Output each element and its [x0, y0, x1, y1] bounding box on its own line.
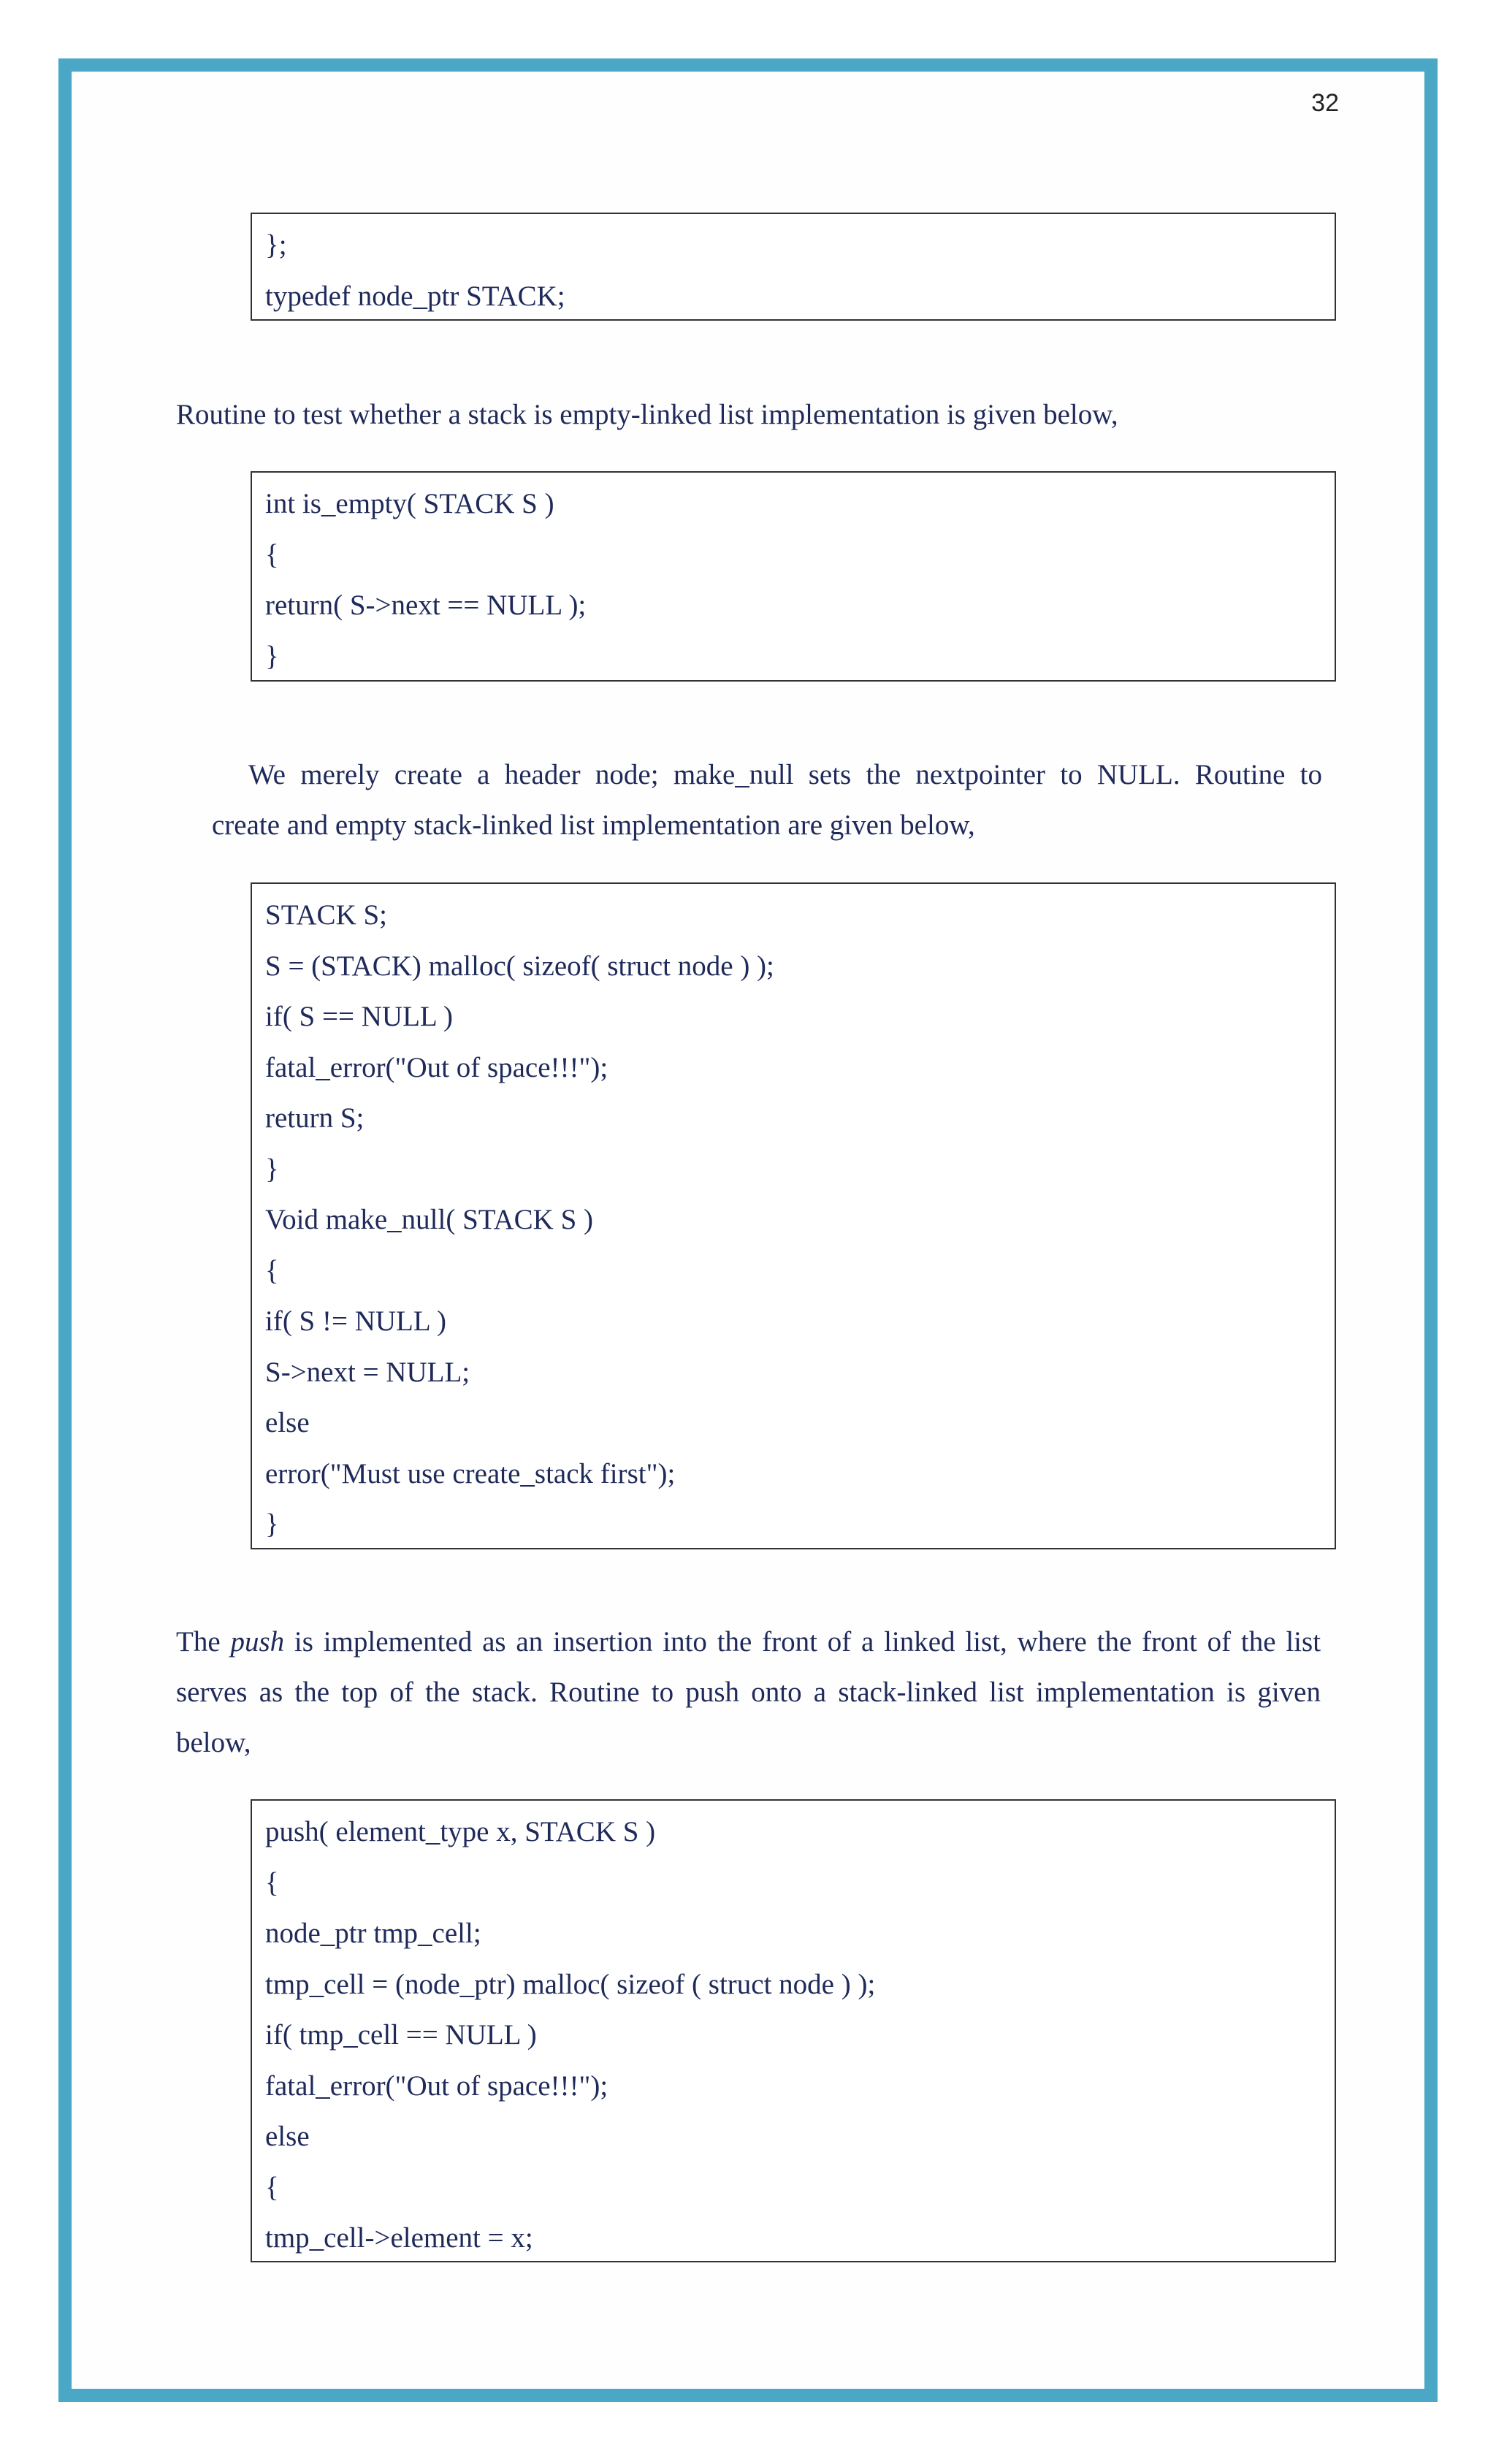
code-line: fatal_error("Out of space!!!"); — [265, 2070, 608, 2102]
code-line: } — [265, 1508, 279, 1540]
code-line: Void make_null( STACK S ) — [265, 1204, 593, 1235]
code-line: typedef node_ptr STACK; — [265, 280, 565, 312]
paragraph-text: We merely create a header node; make_null sets the nextpointer to NULL. Routine to — [248, 759, 1322, 790]
code-line: S = (STACK) malloc( sizeof( struct node ) ); — [265, 950, 774, 982]
code-line: push( element_type x, STACK S ) — [265, 1816, 656, 1847]
code-line: if( S == NULL ) — [265, 1001, 454, 1032]
paragraph-text: is implemented as an insertion into the front of a linked list, where the front of the list — [294, 1626, 1321, 1658]
paragraph-push-intro — [176, 1617, 1321, 1768]
code-line: error("Must use create_stack first"); — [265, 1457, 676, 1490]
code-line: node_ptr tmp_cell; — [265, 1918, 481, 1949]
code-line: else — [265, 2121, 310, 2152]
code-box-typedef — [251, 213, 1336, 321]
code-line: S->next = NULL; — [265, 1356, 470, 1388]
code-line: { — [265, 538, 279, 571]
paragraph-line — [212, 750, 1322, 800]
code-line: else — [265, 1407, 310, 1438]
code-line: tmp_cell->element = x; — [265, 2222, 533, 2254]
code-line: int is_empty( STACK S ) — [265, 488, 554, 519]
code-line: } — [265, 1153, 279, 1185]
paragraph-line: serves as the top of the stack. Routine to push onto a stack-linked list implementation is given — [176, 1677, 1321, 1708]
code-line: return S; — [265, 1102, 365, 1134]
paragraph-line: Routine to test whether a stack is empty-linked list implementation is given below, — [176, 399, 1118, 430]
code-line: { — [265, 2171, 279, 2203]
code-line: fatal_error("Out of space!!!"); — [265, 1051, 608, 1083]
code-box-is-empty — [251, 471, 1336, 682]
code-line: { — [265, 1866, 279, 1899]
paragraph-line: create and empty stack-linked list implementation are given below, — [212, 809, 975, 841]
code-box-create-stack — [251, 882, 1336, 1549]
code-line: STACK S; — [265, 899, 388, 931]
code-line: tmp_cell = (node_ptr) malloc( sizeof ( struct node ) ); — [265, 1968, 876, 2000]
paragraph-line — [176, 1617, 1321, 1667]
push-term: push — [230, 1626, 285, 1658]
code-line: return( S->next == NULL ); — [265, 590, 587, 621]
code-line: if( S != NULL ) — [265, 1305, 446, 1337]
paragraph-text: The — [176, 1626, 221, 1658]
paragraph-is-empty-intro — [176, 389, 1339, 440]
page-number: 32 — [1311, 89, 1339, 117]
code-line: }; — [265, 229, 287, 261]
code-line: } — [265, 640, 279, 672]
paragraph-make-null — [212, 750, 1322, 850]
code-box-push — [251, 1799, 1336, 2262]
code-line: { — [265, 1254, 279, 1286]
code-line: if( tmp_cell == NULL ) — [265, 2019, 537, 2051]
paragraph-line: below, — [176, 1727, 251, 1758]
